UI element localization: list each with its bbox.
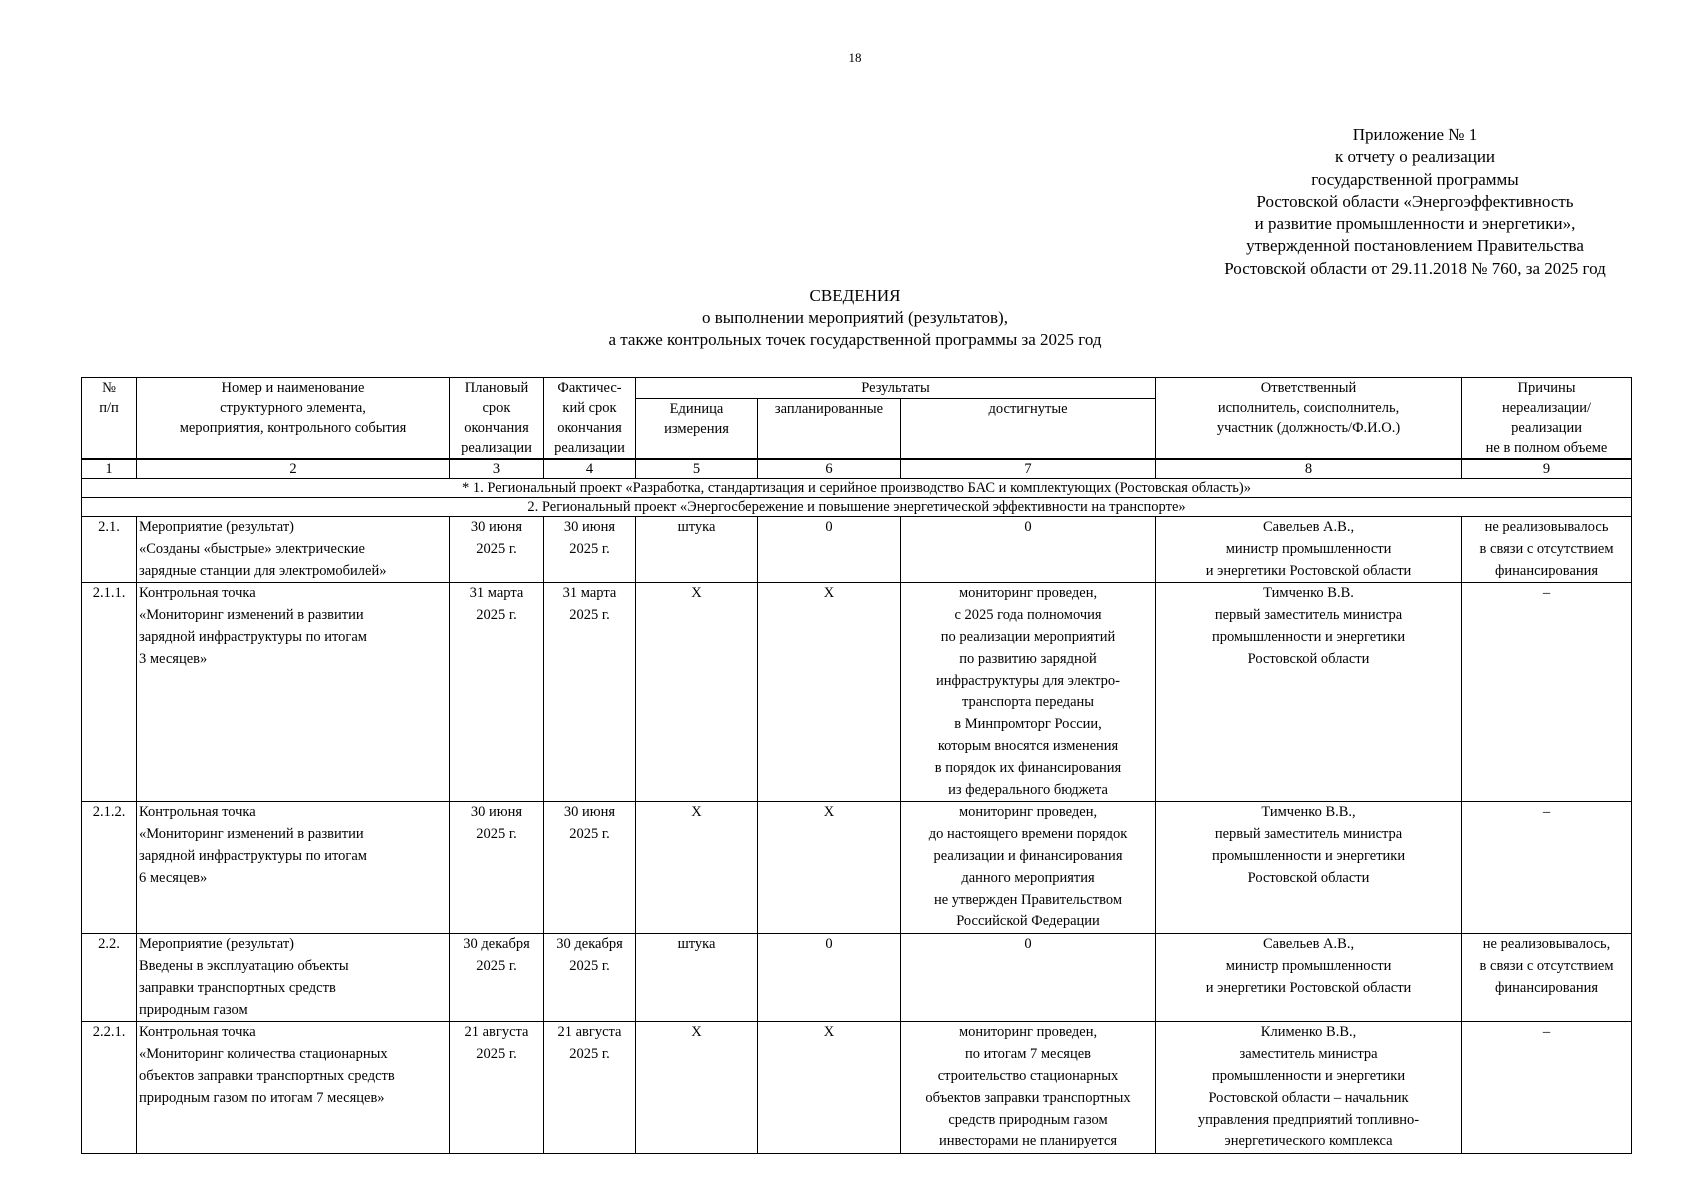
cell-achieved: мониторинг проведен, с 2025 года полномочия по реализации мероприятий по развитию зарядной инфраструктуры для электро- транспорта переданы в Минпромторг России, которым вносятся изменения в порядок их финансирования из федерального бюджета: [901, 583, 1156, 802]
cell-responsible: Клименко В.В., заместитель министра промышленности и энергетики Ростовской области – начальник управления предприятий топливно- энергетического комплекса: [1156, 1022, 1462, 1154]
title-line: а также контрольных точек государственной программы за 2025 год: [608, 330, 1102, 349]
appendix-line: Приложение № 1: [1352, 125, 1478, 144]
cell-num: 2.2.1.: [82, 1022, 137, 1154]
column-number: 5: [636, 459, 758, 479]
cell-actual-date: 30 декабря 2025 г.: [544, 934, 636, 1022]
report-table: [81, 377, 1632, 1154]
header-planned-date: Плановый срок окончания реализации: [450, 378, 544, 460]
page-number: 18: [848, 50, 862, 65]
header-actual-date: Фактичес- кий срок окончания реализации: [544, 378, 636, 460]
section-row: [82, 498, 1632, 517]
appendix-line: к отчету о реализации: [1334, 147, 1496, 167]
cell-name: Контрольная точка «Мониторинг изменений в развитии зарядной инфраструктуры по итогам 6 месяцев»: [137, 802, 450, 934]
document-title: [500, 285, 1210, 351]
cell-responsible: Тимченко В.В. первый заместитель министра промышленности и энергетики Ростовской области: [1156, 583, 1462, 802]
cell-num: 2.1.1.: [82, 583, 137, 802]
table-row: [82, 802, 1632, 934]
cell-name: Контрольная точка «Мониторинг изменений в развитии зарядной инфраструктуры по итогам 3 месяцев»: [137, 583, 450, 802]
table-row: [82, 934, 1632, 1022]
header-achieved: достигнутые: [901, 399, 1156, 460]
header-planned: запланированные: [758, 399, 901, 460]
cell-actual-date: 21 августа 2025 г.: [544, 1022, 636, 1154]
cell-unit: X: [636, 583, 758, 802]
column-number: 3: [450, 459, 544, 479]
header-results: Результаты: [636, 378, 1156, 399]
cell-reasons: не реализовывалось, в связи с отсутствием финансирования: [1462, 934, 1632, 1022]
appendix-line: утвержденной постановлением Правительства: [1246, 236, 1584, 256]
cell-num: 2.1.2.: [82, 802, 137, 934]
cell-planned-date: 31 марта 2025 г.: [450, 583, 544, 802]
cell-planned-date: 30 июня 2025 г.: [450, 517, 544, 583]
cell-reasons: –: [1462, 802, 1632, 934]
cell-responsible: Савельев А.В., министр промышленности и энергетики Ростовской области: [1156, 517, 1462, 583]
cell-reasons: не реализовывалось в связи с отсутствием финансирования: [1462, 517, 1632, 583]
cell-responsible: Савельев А.В., министр промышленности и энергетики Ростовской области: [1156, 934, 1462, 1022]
cell-planned-date: 30 декабря 2025 г.: [450, 934, 544, 1022]
section-title: 2. Региональный проект «Энергосбережение и повышение энергетической эффективности на транспорте»: [82, 498, 1632, 517]
cell-unit: X: [636, 802, 758, 934]
cell-reasons: –: [1462, 1022, 1632, 1154]
cell-actual-date: 31 марта 2025 г.: [544, 583, 636, 802]
cell-name: Мероприятие (результат) «Созданы «быстрые» электрические зарядные станции для электромобилей»: [137, 517, 450, 583]
column-number: 4: [544, 459, 636, 479]
title-line: СВЕДЕНИЯ: [809, 286, 901, 305]
appendix-line: государственной программы: [1311, 169, 1519, 189]
table-header-row: [82, 378, 1632, 399]
cell-planned: X: [758, 583, 901, 802]
section-title: * 1. Региональный проект «Разработка, стандартизация и серийное производство БАС и комплектующих (Ростовская область)»: [82, 479, 1632, 498]
appendix-line: Ростовской области от 29.11.2018 № 760, за 2025 год: [1224, 258, 1606, 278]
table-row: [82, 517, 1632, 583]
cell-num: 2.2.: [82, 934, 137, 1022]
column-number: 8: [1156, 459, 1462, 479]
appendix-line: и развитие промышленности и энергетики»,: [1254, 214, 1576, 234]
column-number: 6: [758, 459, 901, 479]
header-reasons: Причины нереализации/ реализации не в полном объеме: [1462, 378, 1632, 460]
cell-planned: 0: [758, 934, 901, 1022]
cell-planned: X: [758, 1022, 901, 1154]
cell-achieved: мониторинг проведен, по итогам 7 месяцев строительство стационарных объектов заправки транспортных средств природным газом инвесторами не планируется: [901, 1022, 1156, 1154]
cell-planned-date: 30 июня 2025 г.: [450, 802, 544, 934]
cell-name: Мероприятие (результат) Введены в эксплуатацию объекты заправки транспортных средств природным газом: [137, 934, 450, 1022]
header-num: № п/п: [82, 378, 137, 460]
section-row: [82, 479, 1632, 498]
cell-planned: 0: [758, 517, 901, 583]
cell-unit: X: [636, 1022, 758, 1154]
cell-planned: X: [758, 802, 901, 934]
cell-responsible: Тимченко В.В., первый заместитель министра промышленности и энергетики Ростовской области: [1156, 802, 1462, 934]
cell-reasons: –: [1462, 583, 1632, 802]
cell-achieved: 0: [901, 517, 1156, 583]
column-number: 1: [82, 459, 137, 479]
cell-name: Контрольная точка «Мониторинг количества стационарных объектов заправки транспортных средств природным газом по итогам 7 месяцев»: [137, 1022, 450, 1154]
header-responsible: Ответственный исполнитель, соисполнитель, участник (должность/Ф.И.О.): [1156, 378, 1462, 460]
column-number: 2: [137, 459, 450, 479]
cell-actual-date: 30 июня 2025 г.: [544, 517, 636, 583]
cell-unit: штука: [636, 934, 758, 1022]
cell-num: 2.1.: [82, 517, 137, 583]
title-line: о выполнении мероприятий (результатов),: [702, 308, 1008, 327]
table-row: [82, 1022, 1632, 1154]
column-number: 9: [1462, 459, 1632, 479]
appendix-line: Ростовской области «Энергоэффективность: [1256, 191, 1574, 211]
cell-achieved: 0: [901, 934, 1156, 1022]
cell-achieved: мониторинг проведен, до настоящего времени порядок реализации и финансирования данного мероприятия не утвержден Правительством Российской Федерации: [901, 802, 1156, 934]
cell-unit: штука: [636, 517, 758, 583]
column-numbers-row: [82, 459, 1632, 479]
column-number: 7: [901, 459, 1156, 479]
appendix-block: [1170, 124, 1660, 280]
cell-actual-date: 30 июня 2025 г.: [544, 802, 636, 934]
table-row: [82, 583, 1632, 802]
header-unit: Единица измерения: [636, 399, 758, 460]
header-name: Номер и наименование структурного элемента, мероприятия, контрольного события: [137, 378, 450, 460]
cell-planned-date: 21 августа 2025 г.: [450, 1022, 544, 1154]
